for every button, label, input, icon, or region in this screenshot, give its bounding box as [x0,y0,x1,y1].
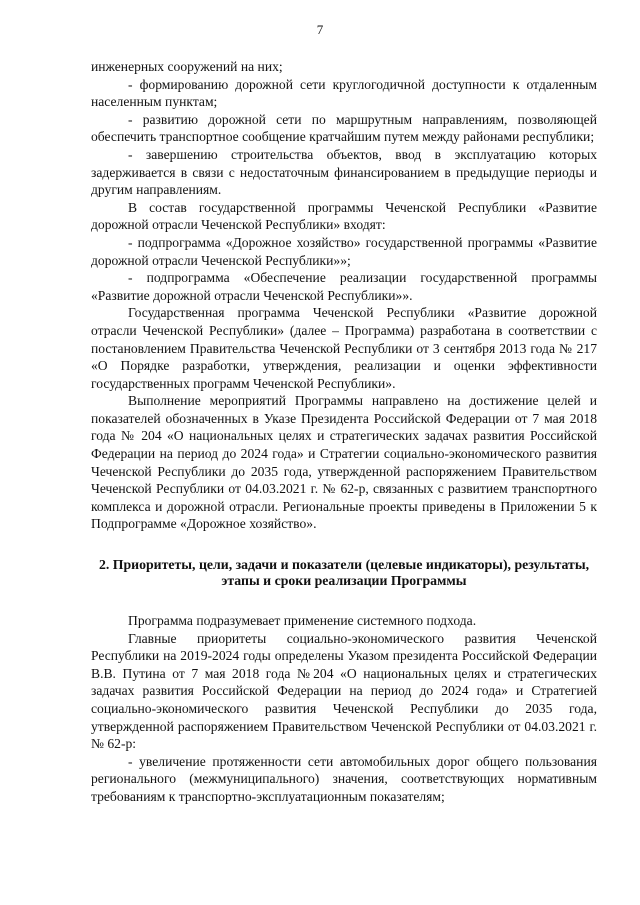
list-item: - подпрограмма «Дорожное хозяйство» государственной программы «Развитие дорожной отрасли Чеченской Республики»»; [91,234,597,268]
paragraph: Программа подразумевает применение системного подхода. [128,613,477,629]
page-number: 7 [316,22,324,37]
section-heading: 2. Приоритеты, цели, задачи и показатели (целевые индикаторы), результаты, этапы и сроки реализации Программы [98,557,590,588]
page-content [91,58,597,806]
list-item: - подпрограмма «Обеспечение реализации государственной программы «Развитие дорожной отрасли Чеченской Республики»». [91,270,597,303]
paragraph: Главные приоритеты социально-экономического развития Чеченской Республики на 2019-2024 годы определены Указом президента Российской Федерации В.В. Путина от 7 мая 2018 года №204 «О национальных целях и стратегических задачах развития Российской Федерации на период до 2024 года» и Стратегией социально-экономического развития Чеченской Республики до 2035 года, утвержденной распоряжением Правительством Чеченской Республики от 04.03.2021 г. № 62-р: [91,630,597,752]
list-item: - завершению строительства объектов, ввод в эксплуатацию которых задерживается в связи с недостаточным финансированием в предыдущие периоды и другим направлениям. [91,146,597,198]
paragraph: инженерных сооружений на них; [91,59,283,74]
list-item: - развитию дорожной сети по маршрутным направлениям, позволяющей обеспечить транспортное сообщение кратчайшим путем между районами республики; [91,111,597,145]
paragraph: Государственная программа Чеченской Республики «Развитие дорожной отрасли Чеченской Республики» (далее – Программа) разработана в соответствии с постановлением Правительства Чеченской Республики от 3 сентября 2013 года № 217 «О Порядке разработки, утверждения, реализации и оценки эффективности государственных программ Чеченской Республики». [91,305,597,391]
paragraph: В состав государственной программы Чеченской Республики «Развитие дорожной отрасли Чеченской Республики» входят: [91,199,597,233]
list-item: - увеличение протяженности сети автомобильных дорог общего пользования регионального (межмуниципального) значения, соответствующих нормативным требованиям к транспортно-эксплуатационным показателям; [91,753,597,804]
list-item: - формированию дорожной сети круглогодичной доступности к отдаленным населенным пунктам; [91,76,597,110]
paragraph: Выполнение мероприятий Программы направлено на достижение целей и показателей обозначенных в Указе Президента Российской Федерации от 7 мая 2018 года № 204 «О национальных целях и стратегических задачах развития Российской Федерации на период до 2024 года» и Стратегии социально-экономического развития Чеченской Республики до 2035 года, утвержденной распоряжением Правительством Чеченской Республики от 04.03.2021 г. № 62-р, связанных с развитием транспортного комплекса и дорожной отрасли. Региональные проекты приведены в Приложении 5 к Подпрограмме «Дорожное хозяйство». [91,393,597,532]
